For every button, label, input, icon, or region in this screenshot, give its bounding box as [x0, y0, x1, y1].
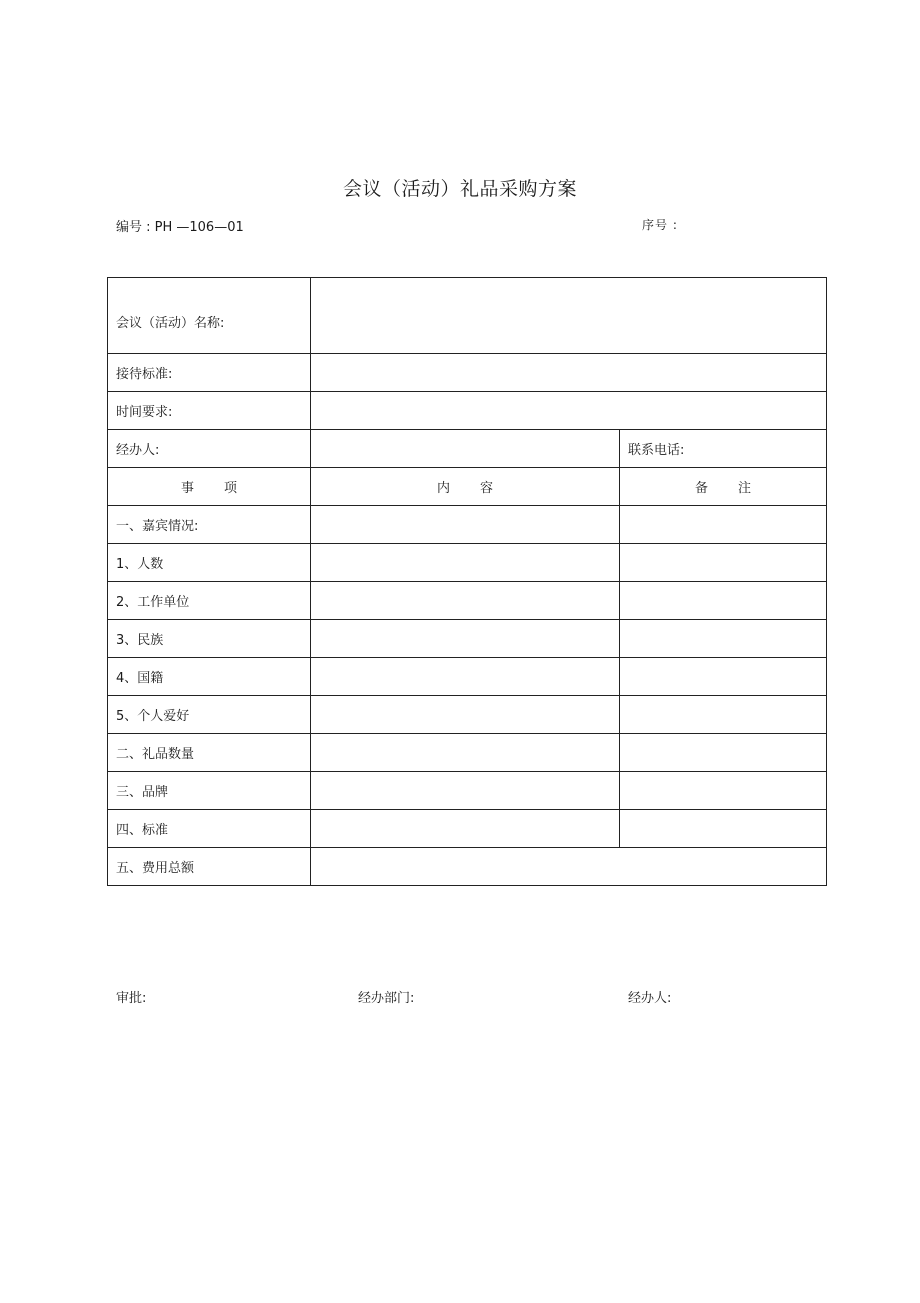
row-label-work-unit: 2、工作单位: [108, 582, 311, 620]
table-row: [108, 810, 827, 848]
total-cost-row: [108, 848, 827, 886]
reception-standard-row: [108, 354, 827, 392]
handler-signature-label: 经办人:: [628, 991, 672, 1006]
header-item: 事项: [108, 468, 311, 506]
time-requirement-field[interactable]: [311, 392, 827, 430]
table-row: [108, 620, 827, 658]
row-label-count: 1、人数: [108, 544, 311, 582]
content-cell[interactable]: [311, 696, 620, 734]
approval-signature-label: 审批:: [116, 991, 147, 1006]
row-label-brand: 三、品牌: [108, 772, 311, 810]
event-name-label: 会议（活动）名称:: [108, 278, 311, 354]
table-row: [108, 582, 827, 620]
content-cell[interactable]: [311, 734, 620, 772]
table-row: [108, 544, 827, 582]
remarks-cell[interactable]: [620, 506, 827, 544]
table-row: [108, 696, 827, 734]
remarks-cell[interactable]: [620, 810, 827, 848]
event-name-row: [108, 278, 827, 354]
time-requirement-label: 时间要求:: [108, 392, 311, 430]
table-row: [108, 734, 827, 772]
phone-label[interactable]: 联系电话:: [620, 430, 827, 468]
remarks-cell[interactable]: [620, 544, 827, 582]
header-row: [108, 468, 827, 506]
content-cell[interactable]: [311, 620, 620, 658]
remarks-cell[interactable]: [620, 734, 827, 772]
reception-standard-label: 接待标准:: [108, 354, 311, 392]
handler-field[interactable]: [311, 430, 620, 468]
department-signature-label: 经办部门:: [358, 991, 415, 1006]
content-cell[interactable]: [311, 772, 620, 810]
remarks-cell[interactable]: [620, 582, 827, 620]
row-label-ethnicity: 3、民族: [108, 620, 311, 658]
content-cell[interactable]: [311, 810, 620, 848]
procurement-form-table: [107, 277, 827, 886]
document-title: 会议（活动）礼品采购方案: [342, 178, 577, 200]
header-content: 内容: [311, 468, 620, 506]
handler-row: [108, 430, 827, 468]
handler-label: 经办人:: [108, 430, 311, 468]
remarks-cell[interactable]: [620, 658, 827, 696]
total-cost-label: 五、费用总额: [108, 848, 311, 886]
table-row: [108, 772, 827, 810]
row-label-standard: 四、标准: [108, 810, 311, 848]
serial-number-label: 序号 :: [642, 218, 678, 232]
header-remarks: 备注: [620, 468, 827, 506]
event-name-field[interactable]: [311, 278, 827, 354]
row-label-guests: 一、嘉宾情况:: [108, 506, 311, 544]
content-cell[interactable]: [311, 582, 620, 620]
content-cell[interactable]: [311, 658, 620, 696]
time-requirement-row: [108, 392, 827, 430]
content-cell[interactable]: [311, 506, 620, 544]
row-label-hobbies: 5、个人爱好: [108, 696, 311, 734]
remarks-cell[interactable]: [620, 772, 827, 810]
row-label-nationality: 4、国籍: [108, 658, 311, 696]
table-row: [108, 658, 827, 696]
reception-standard-field[interactable]: [311, 354, 827, 392]
content-cell[interactable]: [311, 544, 620, 582]
remarks-cell[interactable]: [620, 696, 827, 734]
table-row: [108, 506, 827, 544]
remarks-cell[interactable]: [620, 620, 827, 658]
total-cost-field[interactable]: [311, 848, 827, 886]
row-label-gift-quantity: 二、礼品数量: [108, 734, 311, 772]
document-code: 编号 : PH —106—01: [116, 220, 244, 235]
